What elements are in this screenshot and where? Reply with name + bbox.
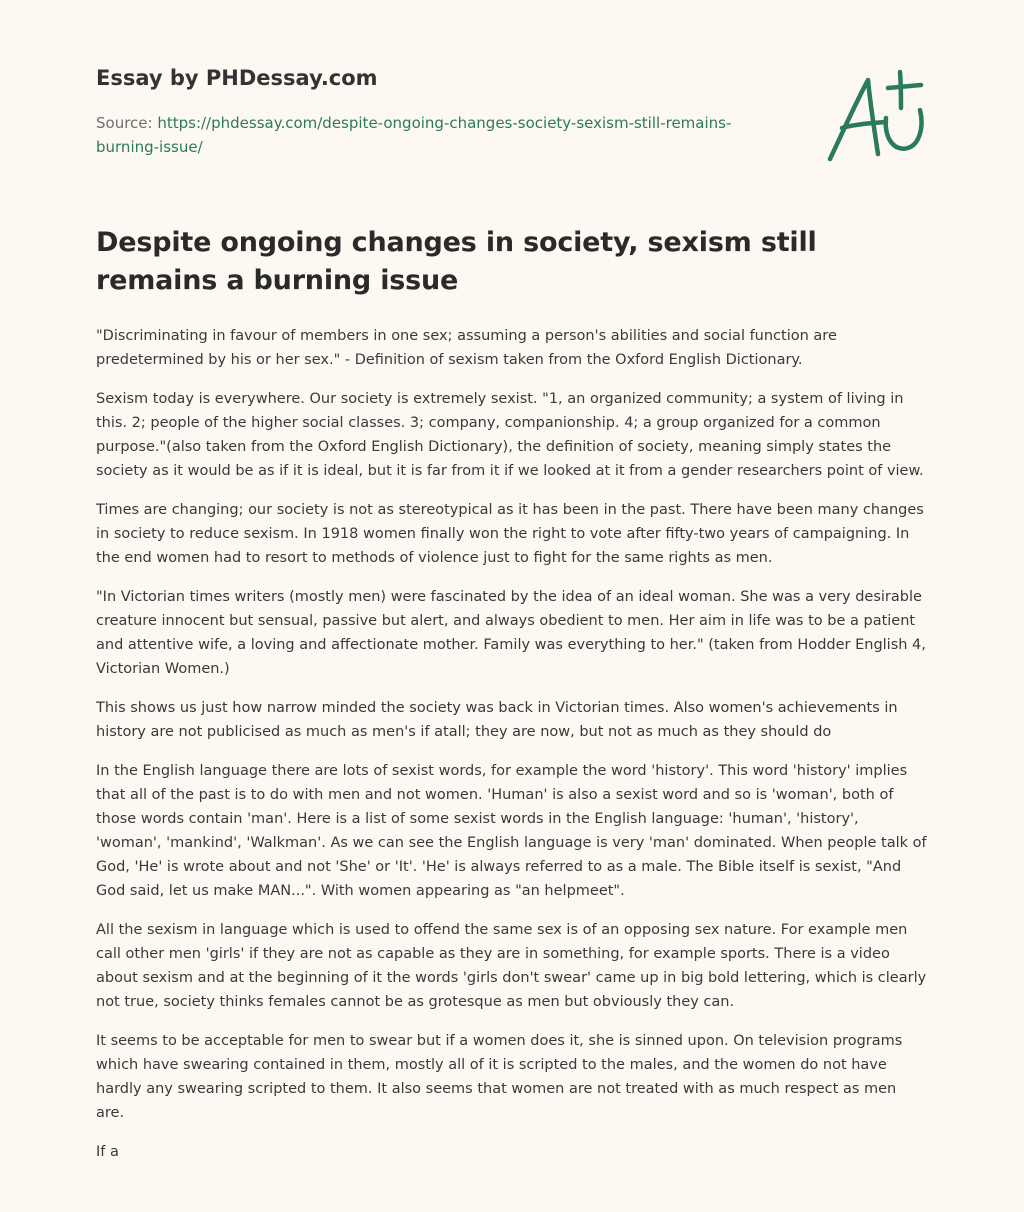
paragraph: "Discriminating in favour of members in one sex; assuming a person's abilities and social function are predetermined by his or her sex." - Definition of sexism taken from the Oxford English Dictionary.	[96, 328, 837, 368]
a-plus-logo-icon	[824, 66, 928, 166]
source-line	[96, 111, 756, 159]
paragraph: In the English language there are lots of sexist words, for example the word 'history'. This word 'history' implies that all of the past is to do with men and not women. 'Human' is also a sexist word and so is 'woman', both of those words contain 'man'. Here is a list of some sexist words in the English language: 'human', 'history', 'woman', 'mankind', 'Walkman'. As we can see the English language is very 'man' dominated. When people talk of God, 'He' is wrote about and not 'She' or 'It'. 'He' is always referred to as a male. The Bible itself is sexist, "And God said, let us make MAN...". With women appearing as "an helpmeet".	[96, 763, 927, 899]
paragraph: "In Victorian times writers (mostly men) were fascinated by the idea of an ideal woman. She was a very desirable creature innocent but sensual, passive but alert, and always obedient to men. Her aim in life was to be a patient and attentive wife, a loving and affectionate mother. Family was everything to her." (taken from Hodder English 4, Victorian Women.)	[96, 589, 926, 677]
paragraph: All the sexism in language which is used to offend the same sex is of an opposing sex nature. For example men call other men 'girls' if they are not as capable as they are in something, for example sports. There is a video about sexism and at the beginning of it the words 'girls don't swear' came up in big bold lettering, which is clearly not true, society thinks females cannot be as grotesque as men but obviously they can.	[96, 922, 927, 1010]
paragraph: It seems to be acceptable for men to swear but if a women does it, she is sinned upon. On television programs which have swearing contained in them, mostly all of it is scripted to the males, and the women do not have hardly any swearing scripted to them. It also seems that women are not treated with as much respect as men are.	[96, 1033, 903, 1121]
paragraph: This shows us just how narrow minded the society was back in Victorian times. Also women's achievements in history are not publicised as much as men's if atall; they are now, but not as much as they should do	[96, 700, 898, 740]
essay-body	[96, 324, 928, 1179]
source-label: Source:	[96, 114, 158, 132]
paragraph: Sexism today is everywhere. Our society is extremely sexist. "1, an organized community; a system of living in this. 2; people of the higher social classes. 3; company, companionship. 4; a group organized for a common purpose."(also taken from the Oxford English Dictionary), the definition of society, meaning simply states the society as it would be as if it is ideal, but it is far from it if we looked at it from a gender researchers point of view.	[96, 391, 924, 479]
source-link[interactable]: https://phdessay.com/despite-ongoing-changes-society-sexism-still-remains-burning-issue/	[96, 114, 732, 156]
paragraph: Times are changing; our society is not as stereotypical as it has been in the past. There have been many changes in society to reduce sexism. In 1918 women finally won the right to vote after fifty-two years of campaigning. In the end women had to resort to methods of violence just to fight for the same rights as men.	[96, 502, 924, 566]
essay-title: Despite ongoing changes in society, sexism still remains a burning issue	[96, 227, 817, 296]
paragraph: If a	[96, 1144, 119, 1160]
site-title: Essay by PHDessay.com	[96, 66, 378, 90]
